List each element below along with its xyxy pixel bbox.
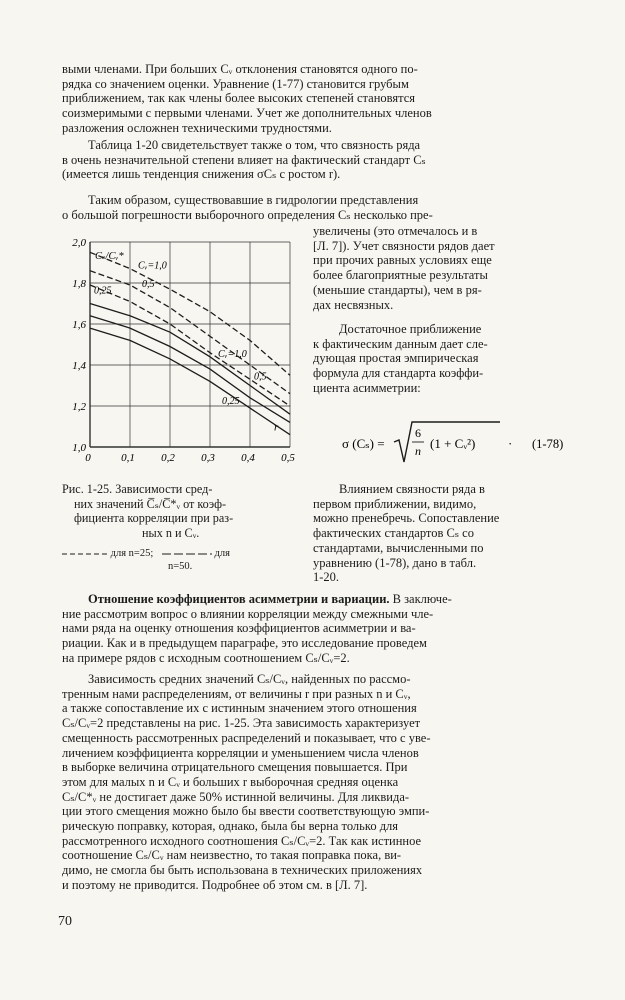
formula-lhs: σ (Cₛ) = (342, 436, 385, 451)
text-line: Cₛ/C*ᵥ не достигает даже 50% истинной величины. Для ликвида- (62, 789, 410, 804)
text-line: фактических стандартов Cₛ со (313, 526, 474, 541)
x-tick-label: 0 (85, 452, 91, 464)
text-line: В заключе- (389, 592, 452, 606)
page-number: 70 (58, 914, 72, 929)
right-column-after-formula (313, 482, 575, 585)
text-line: выми членами. При больших Cᵥ отклонения становятся одного по- (62, 62, 418, 76)
text-line: можно пренебречь. Сопоставление (313, 511, 500, 526)
caption-line: ных n и Cᵥ. (142, 525, 200, 540)
formula-denominator: n (415, 444, 421, 458)
formula-factor: (1 + Cᵥ²) (430, 436, 476, 451)
legend-dotdash-label: для (214, 548, 230, 559)
y-tick-label: 2,0 (72, 237, 86, 249)
text-line: о большой погрешности выборочного определения Cₛ несколько пре- (62, 207, 433, 222)
text-line: циента асимметрии: (313, 380, 421, 395)
series-line-3 (90, 285, 290, 406)
y-tick-label: 1,0 (72, 442, 86, 454)
text-line: а также сопоставление их с истинным значением этого отношения (62, 701, 417, 716)
series-line-4 (90, 304, 290, 415)
text-line: соотношение Cₛ/Cᵥ нам неизвестно, то такая поправка пока, ви- (62, 848, 402, 863)
r-axis-label: r (274, 421, 279, 434)
caption-line: них значений C̅ₛ/C̅*ᵥ от коэф- (74, 496, 227, 511)
paragraph-dependence (62, 672, 570, 893)
curve-label: 0,25 (222, 395, 240, 407)
x-tick-label: 0,5 (281, 452, 295, 464)
text-line: Зависимость средних значений Cₛ/Cᵥ, найденных по рассмо- (88, 672, 411, 686)
text-line: в очень незначительной степени влияет на фактический стандарт Cₛ (62, 152, 426, 167)
text-line: дующая простая эмпирическая (313, 351, 479, 366)
curve-label: 0,25 (94, 285, 112, 297)
paragraph-table-note (62, 138, 570, 182)
formula-numerator: 6 (415, 426, 421, 440)
text-line: (меньшие стандарты), чем в ря- (313, 282, 482, 297)
x-tick-label: 0,1 (121, 452, 135, 464)
text-line: более благоприятные результаты (313, 268, 488, 283)
text-line: рассмотренного исходного соотношения Cₛ/Cᵥ=2. Так как истинное (62, 833, 422, 848)
figure-legend (62, 547, 294, 573)
paragraph-conclusion (62, 193, 570, 222)
text-line: уравнению (1-78), дано в табл. (313, 555, 477, 570)
curve-label: Cᵥ=1,0 (138, 260, 167, 272)
text-line: в выборке величина отрицательного смещения повышается. При (62, 760, 408, 775)
text-line: к фактическим данным дает сле- (313, 336, 488, 351)
text-line: димо, не смогла бы быть использована в технических приложениях (62, 863, 423, 878)
text-line: нами ряда на оценку отношения коэффициентов асимметрии и ва- (62, 621, 416, 636)
section-asymmetry-variation (62, 592, 570, 666)
curve-label: Cᵥ=1,0 (218, 348, 247, 360)
y-tick-label: 1,6 (72, 319, 86, 331)
curve-label: 0,5 (254, 371, 267, 383)
text-line: 1-20. (313, 570, 340, 585)
caption-line: фициента корреляции при раз- (74, 511, 234, 526)
text-line: при прочих равных условиях еще (313, 253, 492, 268)
text-line: рядка со значением оценки. Уравнение (1-77) становится грубым (62, 76, 409, 91)
text-line: и поэтому не приводится. Подробнее об этом см. в [Л. 7]. (62, 877, 368, 892)
series-line-5 (90, 316, 290, 423)
dashed-line-legend-icon (62, 550, 108, 558)
long-dash-legend-icon (162, 550, 212, 558)
text-line: смещенность рассмотренных распределений и показывает, что с уве- (62, 730, 431, 745)
figure-1-25-chart (60, 232, 310, 472)
text-line: Таблица 1-20 свидетельствует также о том, что связность ряда (88, 138, 421, 152)
figure-caption (62, 482, 294, 540)
text-line: дах несвязных. (313, 297, 394, 312)
text-line: [Л. 7]). Учет связности рядов дает (313, 238, 495, 253)
text-line: Cₛ/Cᵥ=2 представлены на рис. 1-25. Эта зависимость характеризует (62, 716, 421, 731)
formula-1-78 (342, 418, 582, 470)
x-tick-label: 0,3 (201, 452, 215, 464)
text-line: формула для стандарта коэффи- (313, 366, 484, 381)
text-line: стандартами, вычисленными по (313, 540, 484, 555)
equation-number: (1-78) (532, 437, 564, 451)
series-line-1 (90, 252, 290, 375)
y-tick-label: 1,4 (72, 360, 86, 372)
legend-n50: n=50. (168, 561, 193, 572)
paragraph-continuation (62, 62, 570, 136)
right-column-formula-intro (313, 322, 573, 396)
text-line: Влиянием связности ряда в (339, 482, 485, 496)
y-axis-corner-label: Cₛ/Cᵥ* (95, 251, 124, 262)
text-line: этом для малых n и Cᵥ и больших r выборочная средняя оценка (62, 774, 399, 789)
right-column-text (313, 224, 573, 312)
text-line: ции этого смещения можно было бы ввести соответствующую эмпи- (62, 804, 430, 819)
text-line: соизмеримыми с первыми членами. Учет же дополнительных членов (62, 106, 432, 121)
text-line: ние рассмотрим вопрос о влиянии корреляции между смежными чле- (62, 606, 434, 621)
section-heading: Отношение коэффициентов асимметрии и вариации. (88, 592, 390, 606)
curve-label: 0,5 (142, 279, 155, 291)
text-line: личением коэффициента корреляции и уменьшением числа членов (62, 745, 419, 760)
text-line: рическую поправку, которая, однако, была бы верна только для (62, 819, 399, 834)
y-tick-label: 1,2 (72, 401, 86, 413)
text-line: Достаточное приближение (339, 322, 482, 336)
text-line: разложения осложнен техническими трудностями. (62, 120, 332, 135)
x-tick-label: 0,2 (161, 452, 175, 464)
legend-dashed-label: для n=25; (110, 548, 154, 559)
caption-line: Рис. 1-25. Зависимости сред- (62, 482, 213, 496)
y-tick-label: 1,8 (72, 278, 86, 290)
x-tick-label: 0,4 (241, 452, 255, 464)
text-line: приближением, так как члены более высоких степеней становятся (62, 91, 416, 106)
text-line: тренным нами распределениям, от величины r при разных n и Cᵥ, (62, 686, 411, 701)
text-line: риации. Как и в предыдущем параграфе, это исследование проведем (62, 636, 427, 651)
text-line: (имеется лишь тенденция снижения σCₛ с ростом r). (62, 167, 341, 182)
text-line: увеличены (это отмечалось и в (313, 224, 478, 238)
text-line: первом приближении, видимо, (313, 496, 477, 511)
text-line: Таким образом, существовавшие в гидрологии представления (88, 193, 419, 207)
formula-dot: · (508, 436, 513, 451)
text-line: на примере рядов с исходным соотношением Cₛ/Cᵥ=2. (62, 650, 350, 665)
